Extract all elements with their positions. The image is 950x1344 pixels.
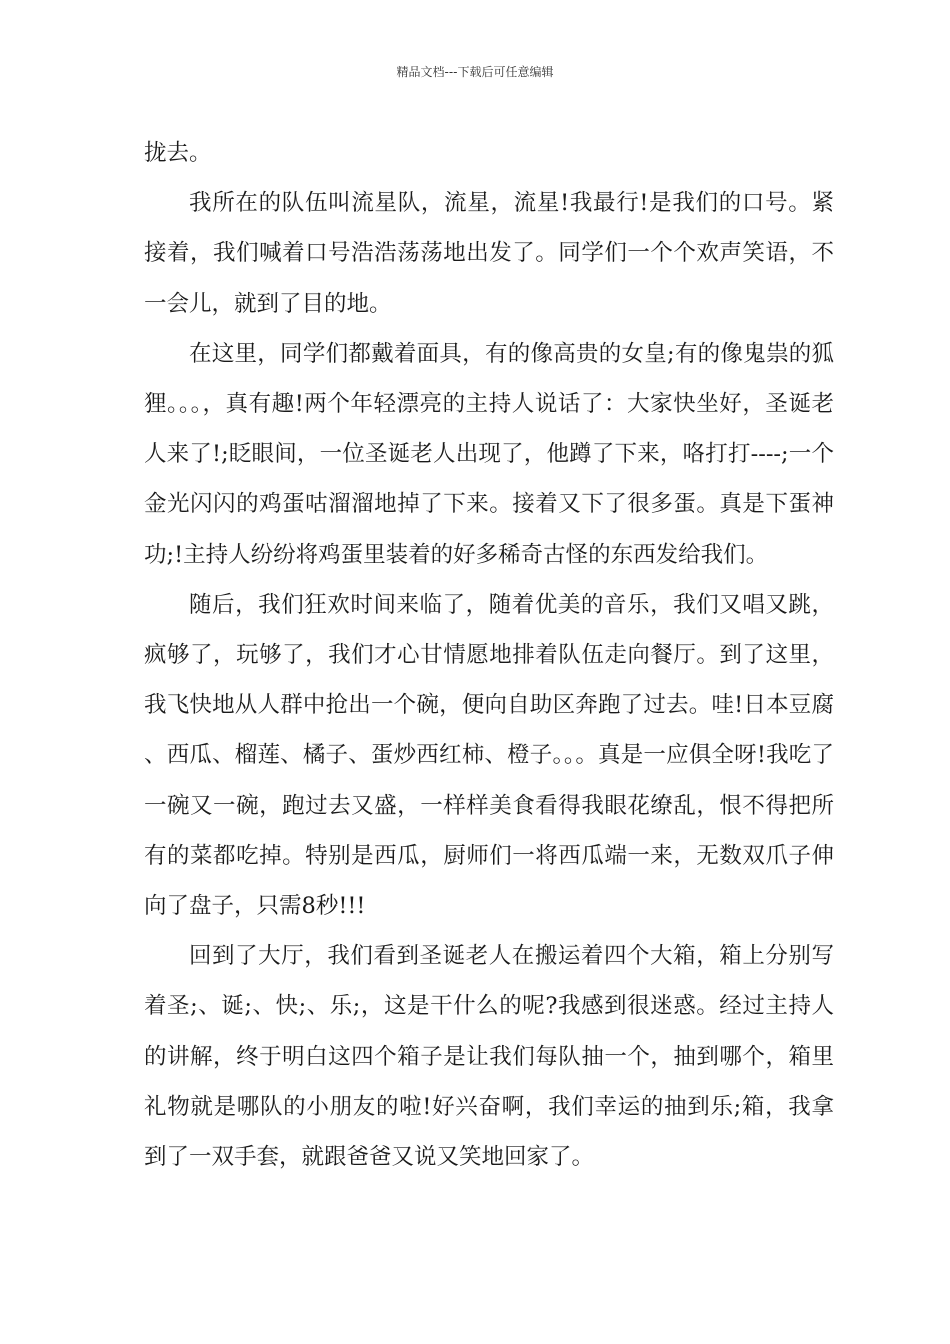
- page-header: 精品文档---下载后可任意编辑: [396, 65, 554, 79]
- paragraph-1: 拢去。: [144, 140, 212, 166]
- paragraph-5: 回到了大厅，我们看到圣诞老人在搬运着四个大箱，箱上分别写着圣;、诞;、快;、乐;，这是干什么的呢?我感到很迷惑。经过主持人的讲解，终于明白这四个箱子是让我们每队抽一个，抽到哪个，箱里礼物就是哪队的小朋友的啦!好兴奋啊，我们幸运的抽到乐;箱，我拿到了一双手套，就跟爸爸又说又笑地回家了。: [144, 943, 834, 1171]
- document-body: [144, 128, 834, 1182]
- paragraph-3: 在这里，同学们都戴着面具，有的像高贵的女皇;有的像鬼祟的狐狸。。。，真有趣!两个年轻漂亮的主持人说话了：大家快坐好，圣诞老人来了!;眨眼间，一位圣诞老人出现了，他蹲了下来，咯打打----;一个金光闪闪的鸡蛋咕溜溜地掉了下来。接着又下了很多蛋。真是下蛋神功;!主持人纷纷将鸡蛋里装着的好多稀奇古怪的东西发给我们。: [144, 340, 834, 568]
- paragraph-2: 我所在的队伍叫流星队，流星，流星!我最行!是我们的口号。紧接着，我们喊着口号浩浩荡荡地出发了。同学们一个个欢声笑语，不一会儿，就到了目的地。: [144, 190, 834, 317]
- paragraph-4: 随后，我们狂欢时间来临了，随着优美的音乐，我们又唱又跳，疯够了，玩够了，我们才心甘情愿地排着队伍走向餐厅。到了这里，我飞快地从人群中抢出一个碗，便向自助区奔跑了过去。哇!日本豆腐、西瓜、榴莲、橘子、蛋炒西红柿、橙子。。。真是一应俱全呀!我吃了一碗又一碗，跑过去又盛，一样样美食看得我眼花缭乱，恨不得把所有的菜都吃掉。特别是西瓜，厨师们一将西瓜端一来，无数双爪子伸向了盘子，只需8秒!!!: [144, 591, 834, 920]
